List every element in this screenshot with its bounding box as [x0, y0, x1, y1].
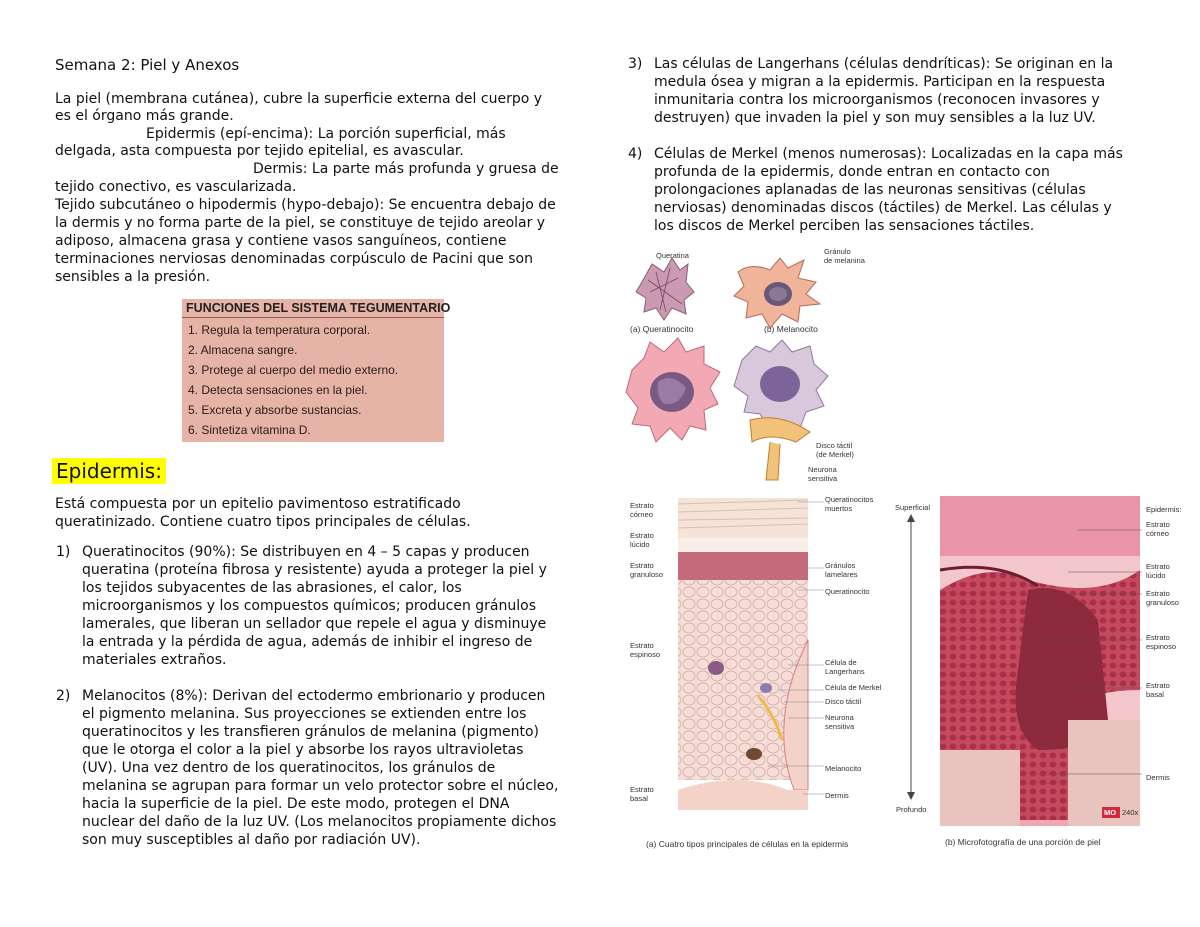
keratinocyte-illustration — [636, 258, 694, 320]
micro-label: basal — [1146, 690, 1164, 699]
arrow-head-up — [907, 514, 915, 522]
cell-label: Gránulos — [825, 561, 856, 570]
micro-label: Estrato — [1146, 633, 1170, 642]
list-item-queratinocitos — [52, 543, 592, 669]
list-line: Células de Merkel (menos numerosas): Localizadas en la capa más — [654, 146, 1123, 162]
micro-label: Estrato — [1146, 589, 1170, 598]
fig-label: Queratina — [656, 251, 689, 260]
micro-label: Estrato — [1146, 520, 1170, 529]
function-item: 5. Excreta y absorbe sustancias. — [188, 403, 362, 417]
layer-label: córneo — [630, 510, 653, 519]
list-line: melanina se agrupan para formar un velo protector sobre el núcleo, — [82, 778, 559, 794]
list-line: queratinocitos y les transfieren gránulos de melanina (pigmento) — [82, 724, 539, 740]
functions-divider — [182, 317, 444, 318]
section-heading-epidermis: Epidermis: — [52, 458, 166, 484]
axis-label-bottom: Profundo — [896, 805, 927, 814]
intro-line: adiposo, almacena grasa y contiene vasos sanguíneos, contiene — [55, 233, 507, 249]
list-line: nuclear del daño de la luz UV. (Los melanocitos propiamente dichos — [82, 814, 557, 830]
axis-label-top: Superficial — [895, 503, 931, 512]
list-line: prolongaciones aplanadas de las neuronas sensitivas (células — [654, 182, 1086, 198]
fig-label: Gránulo — [824, 247, 851, 256]
cell-label: Célula de Merkel — [825, 683, 882, 692]
cell-label: sensitiva — [825, 722, 855, 731]
layer-label: Estrato — [630, 641, 654, 650]
function-item: 1. Regula la temperatura corporal. — [188, 323, 371, 337]
function-item: 3. Protege al cuerpo del medio externo. — [188, 363, 399, 377]
list-line: destruyen) que invaden la piel y son muy sensibles a la luz UV. — [654, 110, 1096, 126]
intro-line: tejido conectivo, es vascularizada. — [55, 179, 297, 195]
layer-label: Estrato — [630, 561, 654, 570]
list-line: nerviosas) denominadas discos (táctiles) de Merkel. Las células y — [654, 200, 1112, 216]
melanocyte-illustration — [734, 258, 820, 328]
list-line: Las células de Langerhans (células dendríticas): Se originan en la — [654, 56, 1114, 72]
list-line: los discos de Merkel perciben las sensaciones táctiles. — [654, 218, 1035, 234]
micro-label: Dermis — [1146, 773, 1170, 782]
list-item-langerhans — [624, 55, 1164, 127]
function-item: 4. Detecta sensaciones en la piel. — [188, 383, 368, 397]
intro-line: terminaciones nerviosas denominadas corpúsculo de Pacini que son — [55, 251, 533, 267]
intro-line: Tejido subcutáneo o hipodermis (hypo-debajo): Se encuentra debajo de — [55, 197, 556, 213]
functions-title: FUNCIONES DEL SISTEMA TEGUMENTARIO — [186, 301, 451, 315]
merkel-illustration — [734, 340, 828, 480]
fig-caption: (a) Cuatro tipos principales de células en la epidermis — [646, 839, 849, 849]
list-number: 2) — [56, 688, 71, 704]
micro-label: granuloso — [1146, 598, 1179, 607]
list-line: Queratinocitos (90%): Se distribuyen en 4 – 5 capas y producen — [82, 544, 530, 560]
cell-label: Célula de — [825, 658, 857, 667]
fig-label: de melanina — [824, 256, 865, 265]
intro-line: es el órgano más grande. — [55, 108, 234, 124]
arrow-head-down — [907, 792, 915, 800]
list-line: son muy susceptibles al daño por radiación UV). — [82, 832, 421, 848]
layer-label: granuloso — [630, 570, 663, 579]
cell-label: Melanocito — [825, 764, 862, 773]
cell-label: Queratinocito — [825, 587, 870, 596]
micro-label: córneo — [1146, 529, 1169, 538]
list-line: los tejidos subyacentes de las abrasiones, el calor, los — [82, 580, 462, 596]
intro-line: Epidermis (epí-encima): La porción superficial, más — [146, 126, 506, 142]
list-number: 3) — [628, 56, 643, 72]
cell-label: Langerhans — [825, 667, 865, 676]
function-item: 2. Almacena sangre. — [188, 343, 298, 357]
cell-label: Queratinocitos — [825, 495, 874, 504]
intro-line: sensibles a la presión. — [55, 269, 211, 285]
magnification: 240x — [1122, 808, 1139, 817]
cell-label: lamelares — [825, 570, 858, 579]
intro-line: La piel (membrana cutánea), cubre la superficie externa del cuerpo y — [55, 91, 543, 107]
list-line: queratina (proteína fibrosa y resistente) ayuda a proteger la piel y — [82, 562, 547, 578]
micro-label: lúcido — [1146, 571, 1166, 580]
list-line: medula ósea y migran a la epidermis. Participan en la respuesta — [654, 74, 1106, 90]
langerhans-illustration — [626, 338, 720, 442]
list-line: (UV). Una vez dentro de los queratinocitos, los gránulos de — [82, 760, 496, 776]
list-number: 1) — [56, 544, 71, 560]
mo-label: MO — [1104, 808, 1117, 817]
layer-label: Estrato — [630, 501, 654, 510]
intro-line: Dermis: La parte más profunda y gruesa de — [253, 161, 559, 177]
fig-label: Disco táctil — [816, 441, 853, 450]
list-line: el pigmento melanina. Sus proyecciones se extienden entre los — [82, 706, 527, 722]
fig-caption-a: (a) Queratinocito — [630, 324, 694, 334]
layers-drawing — [678, 498, 808, 810]
list-line: Melanocitos (8%): Derivan del ectodermo embrionario y producen — [82, 688, 546, 704]
cell-label: Disco táctil — [825, 697, 862, 706]
list-line: profunda de la epidermis, donde entran en contacto con — [654, 164, 1050, 180]
list-line: que le otorga el color a la piel y absorbe los rayos ultravioletas — [82, 742, 524, 758]
epidermis-paragraph: queratinizado. Contiene cuatro tipos principales de células. — [55, 514, 471, 530]
layer-label: lúcido — [630, 540, 650, 549]
cell-types-figure — [620, 242, 880, 482]
list-line: hacia la superficie de la piel. De este modo, protegen el DNA — [82, 796, 510, 812]
layer-label: Estrato — [630, 785, 654, 794]
list-item-merkel — [624, 145, 1164, 235]
intro-line: la dermis y no forma parte de la piel, se constituye de tejido areolar y — [55, 215, 546, 231]
list-number: 4) — [628, 146, 643, 162]
fig-label: (de Merkel) — [816, 450, 854, 459]
micro-label: Estrato — [1146, 562, 1170, 571]
micro-label: Estrato — [1146, 681, 1170, 690]
list-line: lamerales, que liberan un sellador que repele el agua y disminuye — [82, 616, 547, 632]
list-line: materiales extraños. — [82, 652, 227, 668]
micro-label: espinoso — [1146, 642, 1177, 651]
list-line: microorganismos y los compuestos químicos; producen gránulos — [82, 598, 536, 614]
list-line: inmunitaria contra los microorganismos (reconocen invasores y — [654, 92, 1100, 108]
cell-label: Dermis — [825, 791, 849, 800]
fig-caption-b: (b) Melanocito — [764, 324, 818, 334]
layer-label: basal — [630, 794, 648, 803]
epidermis-layers-figure — [598, 490, 1198, 860]
cell-label: Neurona — [825, 713, 854, 722]
function-item: 6. Sintetiza vitamina D. — [188, 423, 311, 437]
epidermis-paragraph: Está compuesta por un epitelio pavimentoso estratificado — [55, 496, 461, 512]
layer-label: espinoso — [630, 650, 661, 659]
layer-label: Estrato — [630, 531, 654, 540]
micro-label: Epidermis: — [1146, 505, 1182, 514]
intro-line: delgada, asta compuesta por tejido epitelial, es avascular. — [55, 143, 464, 159]
cell-label: muertos — [825, 504, 853, 513]
micrograph — [940, 496, 1140, 826]
list-item-melanocitos — [52, 687, 592, 849]
fig-caption: (b) Microfotografía de una porción de piel — [945, 837, 1101, 847]
list-line: la entrada y la pérdida de agua, además de inhibir el ingreso de — [82, 634, 533, 650]
fig-label: sensitiva — [808, 474, 838, 482]
fig-label: Neurona — [808, 465, 837, 474]
page-title: Semana 2: Piel y Anexos — [55, 56, 240, 74]
